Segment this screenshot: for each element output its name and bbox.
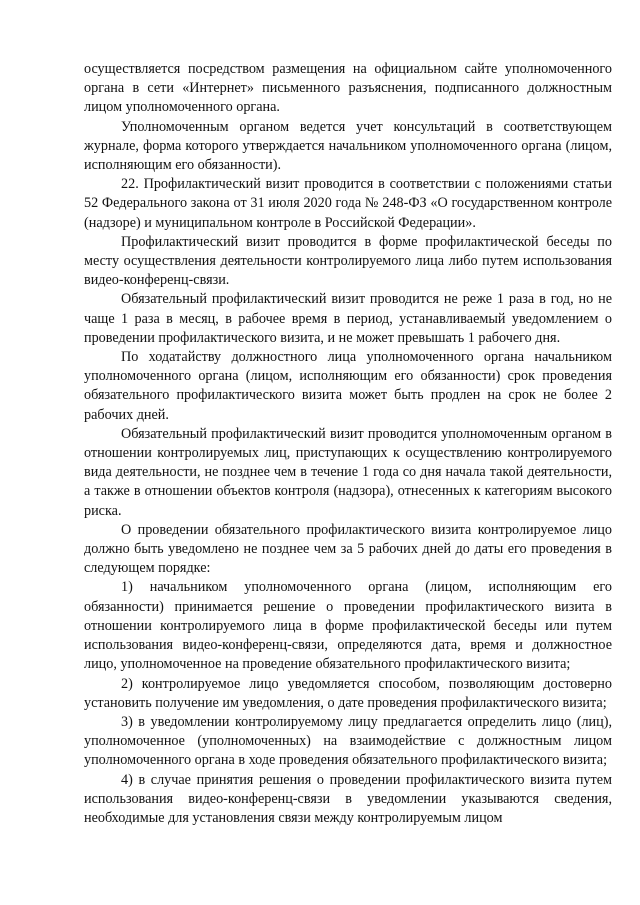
paragraph-continuation: осуществляется посредством размещения на официальном сайте уполномоченного органа в сети «Интернет» письменного разъяснения, подписанного должностным лицом уполномоченного органа. xyxy=(84,61,612,116)
list-item-1: 1) начальником уполномоченного органа (лицом, исполняющим его обязанности) принимается решение о проведении профилактического визита в отношении контролируемого лица в форме профилактической беседы или путем использования видео-конференц-связи, определяются дата, время и должностное лицо, уполномоченное на проведение обязательного профилактического визита; xyxy=(84,579,612,673)
paragraph-notification-order: О проведении обязательного профилактического визита контролируемое лицо должно быть уведомлено не позднее чем за 5 рабочих дней до даты его проведения в следующем порядке: xyxy=(84,521,612,577)
paragraph-visit-frequency: Обязательный профилактический визит проводится не реже 1 раза в год, но не чаще 1 раза в месяц, в рабочее время в период, устанавливаемый уведомлением о проведении профилактического визита, и не может превышать 1 рабочего дня. xyxy=(84,291,612,346)
paragraph-visit-form: Профилактический визит проводится в форме профилактической беседы по месту осуществления деятельности контролируемого лица либо путем использования видео-конференц-связи. xyxy=(84,233,612,289)
document-page xyxy=(84,60,612,828)
list-item-2: 2) контролируемое лицо уведомляется способом, позволяющим достоверно установить получение им уведомления, о дате проведения профилактического визита; xyxy=(84,675,612,711)
list-item-4: 4) в случае принятия решения о проведении профилактического визита путем использования видео-конференц-связи в уведомлении указываются сведения, необходимые для установления связи между контролируемым лицом xyxy=(84,771,612,826)
paragraph-item-22: 22. Профилактический визит проводится в соответствии с положениями статьи 52 Федерального закона от 31 июля 2020 года № 248-ФЗ «О государственном контроле (надзоре) и муниципальном контроле в Российской Федерации». xyxy=(84,176,612,231)
paragraph-consultation-log: Уполномоченным органом ведется учет консультаций в соответствующем журнале, форма которого утверждается начальником уполномоченного органа (лицом, исполняющим его обязанности). xyxy=(84,118,612,174)
paragraph-mandatory-visit: Обязательный профилактический визит проводится уполномоченным органом в отношении контролируемых лиц, приступающих к осуществлению контролируемого вида деятельности, не позднее чем в течение 1 года со дня начала такой деятельности, а также в отношении объектов контроля (надзора), отнесенных к категориям высокого риска. xyxy=(84,425,612,519)
list-item-3: 3) в уведомлении контролируемому лицу предлагается определить лицо (лиц), уполномоченное (уполномоченных) на взаимодействие с должностным лицом уполномоченного органа в ходе проведения обязательного профилактического визита; xyxy=(84,713,612,769)
paragraph-visit-extension: По ходатайству должностного лица уполномоченного органа начальником уполномоченного органа (лицом, исполняющим его обязанности) срок проведения обязательного профилактического визита может быть продлен на срок не более 2 рабочих дней. xyxy=(84,349,612,423)
